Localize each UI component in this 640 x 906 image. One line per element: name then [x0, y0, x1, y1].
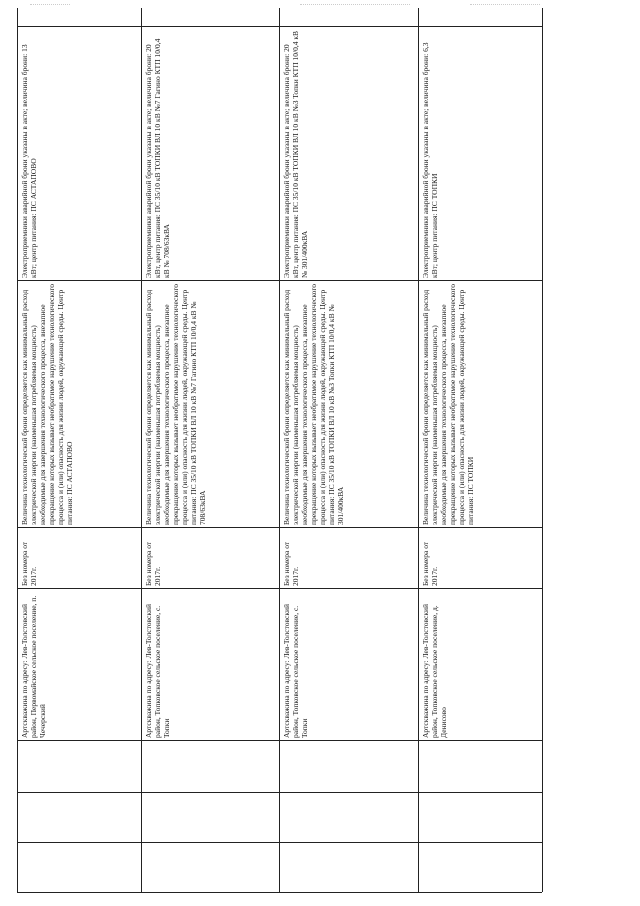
scan-artifact	[470, 4, 540, 5]
column-divider	[17, 792, 542, 793]
table-cell-object: Артскважина по адресу: Лев-Толстовский район, Топковское сельское поселение, с. Топки	[144, 603, 171, 738]
table-border-bottom	[17, 892, 542, 893]
table-cell-reserve: Электроприемники аварийной брони указаны в акте; величина брони: 6,3 кВт; центр питания: ПС ТОПКИ	[421, 42, 439, 278]
table-cell-object: Артскважина по адресу: Лев-Толстовский район, Топковское сельское поселение, д. Денисово	[421, 603, 448, 738]
table-cell-justification: Величина технологической брони определяется как минимальный расход электрической энергии (наименьшая потребляемая мощность) необходимые для завершения технологического процесса, внезапное прекращение которых вызывает необратимое нарушение технологического процесса и (или) опасность для жизни людей, окружающей среды. Центр питания: ПС АСТАПОВО	[20, 284, 74, 525]
column-divider	[17, 842, 542, 843]
column-divider	[17, 280, 542, 281]
column-divider	[17, 740, 542, 741]
column-divider	[17, 588, 542, 589]
row-divider	[418, 8, 419, 892]
table-cell-number: Без номера от 2017г.	[282, 541, 300, 586]
column-divider	[17, 527, 542, 528]
table-cell-justification: Величина технологической брони определяется как минимальный расход электрической энергии (наименьшая потребляемая мощность) необходимые для завершения технологического процесса, внезапное прекращение которых вызывает необратимое нарушение технологического процесса и (или) опасность для жизни людей, окружающей среды. Центр питания: ПС 35/10 кВ ТОПКИ ВЛ 10 кВ №7 Гагино КТП 10/0,4 кВ № 708/63кВА	[144, 284, 207, 525]
scan-artifact	[30, 4, 70, 5]
table-cell-number: Без номера от 2017г.	[144, 541, 162, 586]
table-cell-reserve: Электроприемники аварийной брони указаны в акте; величина брони: 13 кВт; центр питания: ПС АСТАПОВО	[20, 44, 38, 278]
table-cell-object: Артскважина по адресу: Лев-Толстовский район, Топковское сельское поселение, с. Топки	[282, 603, 309, 738]
table-cell-reserve: Электроприемники аварийной брони указаны в акте; величина брони: 20 кВт, центр питания: ПС 35/10 кВ ТОПКИ ВЛ 10 кВ №7 Гагино КТП 10/0,4 кВ № 708/63кВА	[144, 38, 171, 278]
scan-artifact	[300, 4, 410, 5]
table-cell-number: Без номера от 2017г.	[421, 541, 439, 586]
table-border-left	[17, 8, 18, 892]
row-divider	[279, 8, 280, 892]
table-border-top	[17, 26, 542, 27]
table-cell-object: Артскважина по адресу: Лев-Толстовский район, Первомайское сельское поселение, п. Чечерский	[20, 595, 47, 738]
row-divider	[141, 8, 142, 892]
table-cell-justification: Величина технологической брони определяется как минимальный расход электрической энергии (наименьшая потребляемая мощность) необходимые для завершения технологического процесса, внезапное прекращение которых вызывает необратимое нарушение технологического процесса и (или) опасность для жизни людей, окружающей среды. Центр питания: ПС ТОПКИ	[421, 284, 475, 525]
table-cell-justification: Величина технологической брони определяется как минимальный расход электрической энергии (наименьшая потребляемая мощность) необходимые для завершения технологического процесса, внезапное прекращение которых вызывает необратимое нарушение технологического процесса и (или) опасность для жизни людей, окружающей среды. Центр питания: ПС 35/10 кВ ТОПКИ ВЛ 10 кВ №3 Топки КТП 10/0,4 кВ № 301/400кВА	[282, 284, 345, 525]
table-border-right	[542, 8, 543, 892]
table-cell-number: Без номера от 2017г.	[20, 541, 38, 586]
table-cell-reserve: Электроприемники аварийной брони указаны в акте; величина брони: 20 кВт, центр питания: ПС 35/10 кВ ТОПКИ ВЛ 10 кВ №3 Топки КТП 10/0,4 кВ № 301/400кВА	[282, 30, 309, 278]
